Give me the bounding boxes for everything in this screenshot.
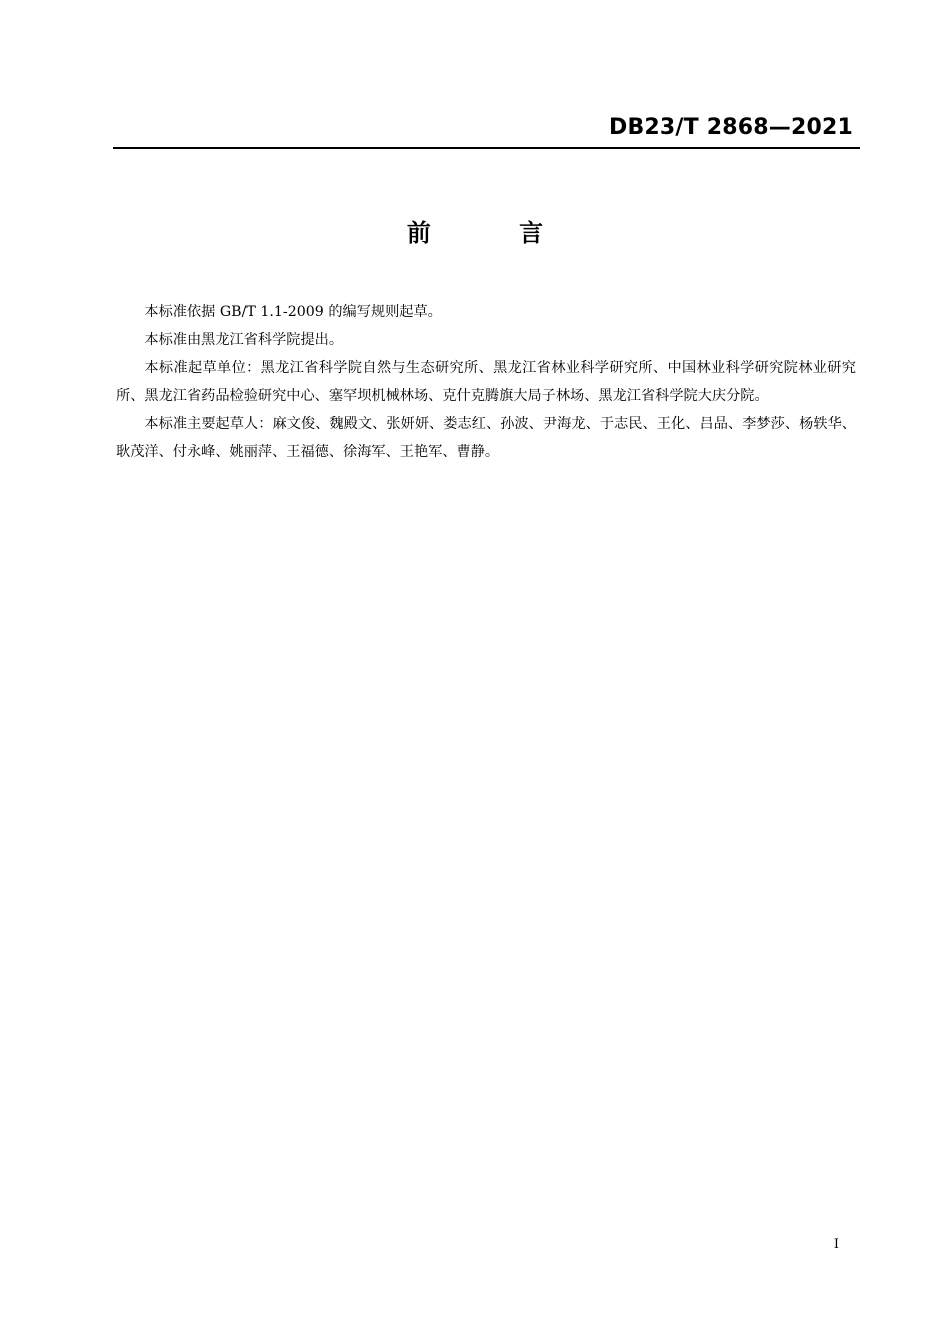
page-number: I: [833, 1237, 839, 1252]
paragraph-proposer: 本标准由黑龙江省科学院提出。: [144, 332, 344, 348]
header-rule: [113, 147, 860, 149]
paragraph-drafting-rules: 本标准依据 GB/T 1.1-2009 的编写规则起草。: [144, 304, 442, 320]
page-title: 前 言: [406, 219, 584, 247]
paragraph-drafting-units: 本标准起草单位：黑龙江省科学院自然与生态研究所、黑龙江省林业科学研究所、中国林业科学研究院林业研究所、黑龙江省药品检验研究中心、塞罕坝机械林场、克什克腾旗大局子林场、黑龙江省科学院大庆分院。: [116, 360, 856, 404]
paragraph-drafters: 本标准主要起草人：麻文俊、魏殿文、张妍妍、娄志红、孙波、尹海龙、于志民、王化、吕品、李梦莎、杨轶华、耿茂洋、付永峰、姚丽萍、王福德、徐海军、王艳军、曹静。: [116, 416, 856, 460]
document-code: DB23/T 2868—2021: [608, 115, 853, 140]
document-body: [116, 298, 856, 466]
